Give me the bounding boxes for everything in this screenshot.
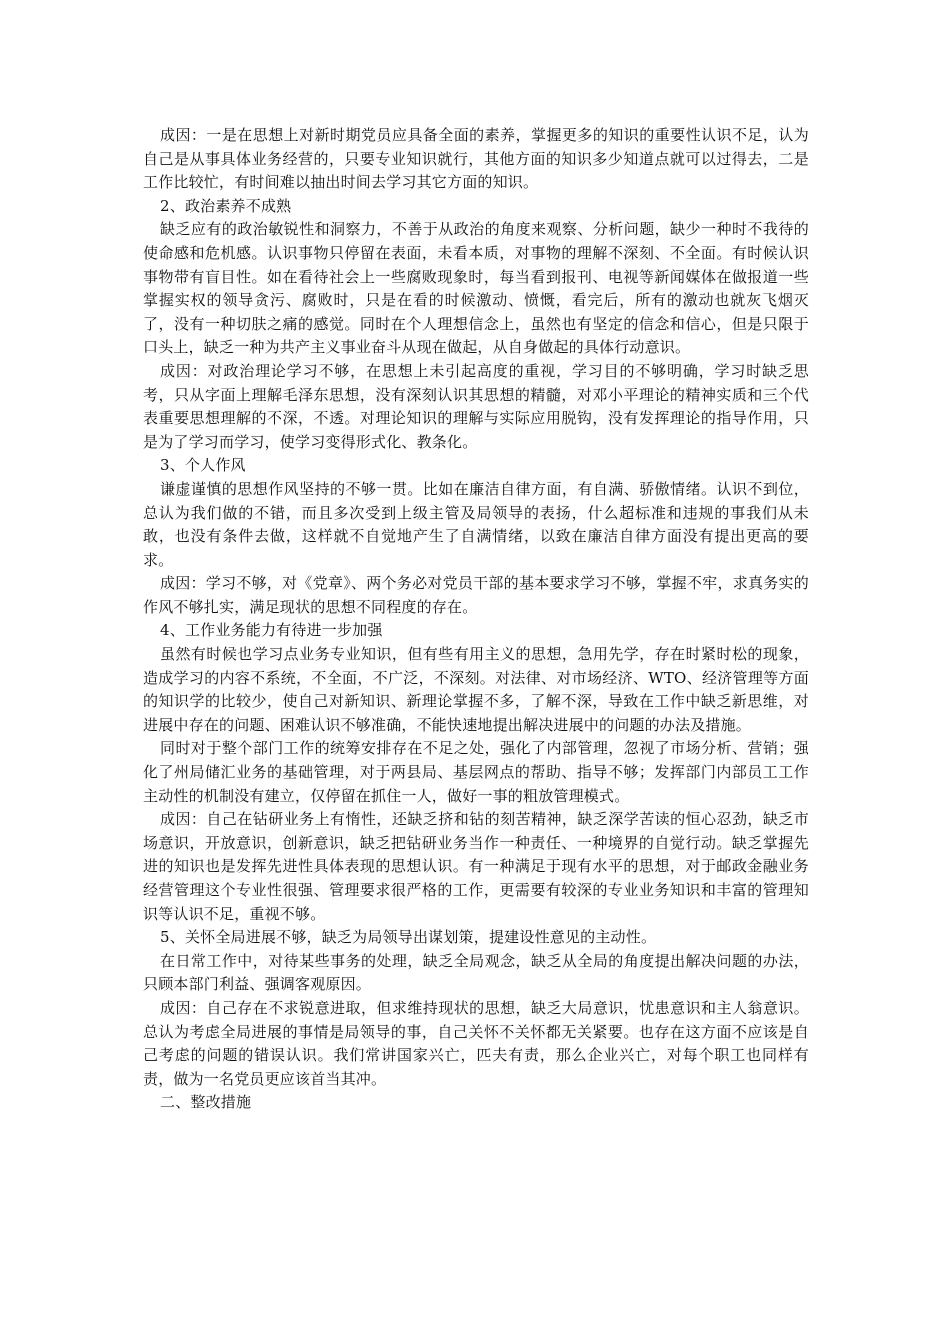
body-paragraph-4a: 虽然有时候也学习点业务专业知识，但有些有用主义的思想，急用先学，存在时紧时松的现象，造成学习的内容不系统，不全面，不广泛，不深刻。对法律、对市场经济、WTO、经济管理等方面的知识学的比较少，使自己对新知识、新理论掌握不多，了解不深，导致在工作中缺乏新思维，对进展中存在的问题、困难认识不够准确，不能快速地提出解决进展中的问题的办法及措施。 bbox=[143, 645, 809, 734]
section-heading-5: 5、关怀全局进展不够，缺乏为局领导出谋划策，提建设性意见的主动性。 bbox=[160, 928, 657, 947]
cause-paragraph-5: 成因：自己存在不求锐意进取，但求维持现状的思想，缺乏大局意识，忧患意识和主人翁意识。总认为考虑全局进展的事情是局领导的事，自己关怀不关怀都无关紧要。也存在这方面不应该是自己考虑的问题的错误认识。我们常讲国家兴亡，匹夫有责，那么企业兴亡，对每个职工也同样有责，做为一名党员更应该首当其冲。 bbox=[143, 998, 809, 1088]
cause-paragraph-1: 成因：一是在思想上对新时期党员应具备全面的素养，掌握更多的知识的重要性认识不足，认为自己是从事具体业务经营的，只要专业知识就行，其他方面的知识多少知道点就可以过得去，二是工作比较忙，有时间难以抽出时间去学习其它方面的知识。 bbox=[143, 126, 809, 192]
cause-paragraph-4: 成因：自己在钻研业务上有惰性，还缺乏挤和钻的刻苦精神，缺乏深学苦读的恒心忍劲，缺乏市场意识，开放意识，创新意识，缺乏把钻研业务当作一种责任、一种境界的自觉行动。缺乏掌握先进的知识也是发挥先进性具体表现的思想认识。有一种满足于现有水平的思想，对于邮政金融业务经营管理这个专业性很强、管理要求很严格的工作，更需要有较深的专业业务知识和丰富的管理知识等认识不足，重视不够。 bbox=[143, 810, 809, 923]
body-paragraph-4b: 同时对于整个部门工作的统筹安排存在不足之处，强化了内部管理，忽视了市场分析、营销；强化了州局储汇业务的基础管理，对于两县局、基层网点的帮助、指导不够；发挥部门内部员工工作主动性的机制没有建立，仅停留在抓住一人，做好一事的粗放管理模式。 bbox=[143, 739, 809, 805]
section-heading-3: 3、个人作风 bbox=[160, 456, 246, 475]
body-paragraph-3: 谦虚谨慎的思想作风坚持的不够一贯。比如在廉洁自律方面，有自满、骄傲情绪。认识不到位，总认为我们做的不错，而且多次受到上级主管及局领导的表扬，什么超标准和违规的事我们从未敢，也没有条件去做，这样就不自觉地产生了自满情绪，以致在廉洁自律方面没有提出更高的要求。 bbox=[143, 479, 809, 569]
section-heading-rectification: 二、整改措施 bbox=[160, 1093, 252, 1112]
body-paragraph-5: 在日常工作中，对待某些事务的处理，缺乏全局观念，缺乏从全局的角度提出解决问题的办法，只顾本部门利益、强调客观原因。 bbox=[143, 951, 809, 994]
section-heading-2: 2、政治素养不成熟 bbox=[160, 196, 292, 215]
cause-paragraph-3: 成因：学习不够，对《党章》、两个务必对党员干部的基本要求学习不够，掌握不牢，求真务实的作风不够扎实，满足现状的思想不同程度的存在。 bbox=[143, 574, 809, 616]
section-heading-4: 4、工作业务能力有待进一步加强 bbox=[160, 621, 383, 640]
cause-paragraph-2: 成因：对政治理论学习不够，在思想上未引起高度的重视，学习目的不够明确，学习时缺乏思考，只从字面上理解毛泽东思想，没有深刻认识其思想的精髓，对邓小平理论的精神实质和三个代表重要思想理解的不深，不透。对理论知识的理解与实际应用脱钩，没有发挥理论的指导作用，只是为了学习而学习，使学习变得形式化、教条化。 bbox=[143, 361, 809, 451]
document-page bbox=[143, 124, 809, 1115]
body-paragraph-2: 缺乏应有的政治敏锐性和洞察力，不善于从政治的角度来观察、分析问题，缺少一种时不我待的使命感和危机感。认识事物只停留在表面，未看本质，对事物的理解不深刻、不全面。有时候认识事物带有盲目性。如在看待社会上一些腐败现象时，每当看到报刊、电视等新闻媒体在做报道一些掌握实权的领导贪污、腐败时，只是在看的时候激动、愤慨，看完后，所有的激动也就灰飞烟灭了，没有一种切肤之痛的感觉。同时在个人理想信念上，虽然也有坚定的信念和信心，但是只限于口头上，缺乏一种为共产主义事业奋斗从现在做起，从自身做起的具体行动意识。 bbox=[143, 220, 809, 357]
